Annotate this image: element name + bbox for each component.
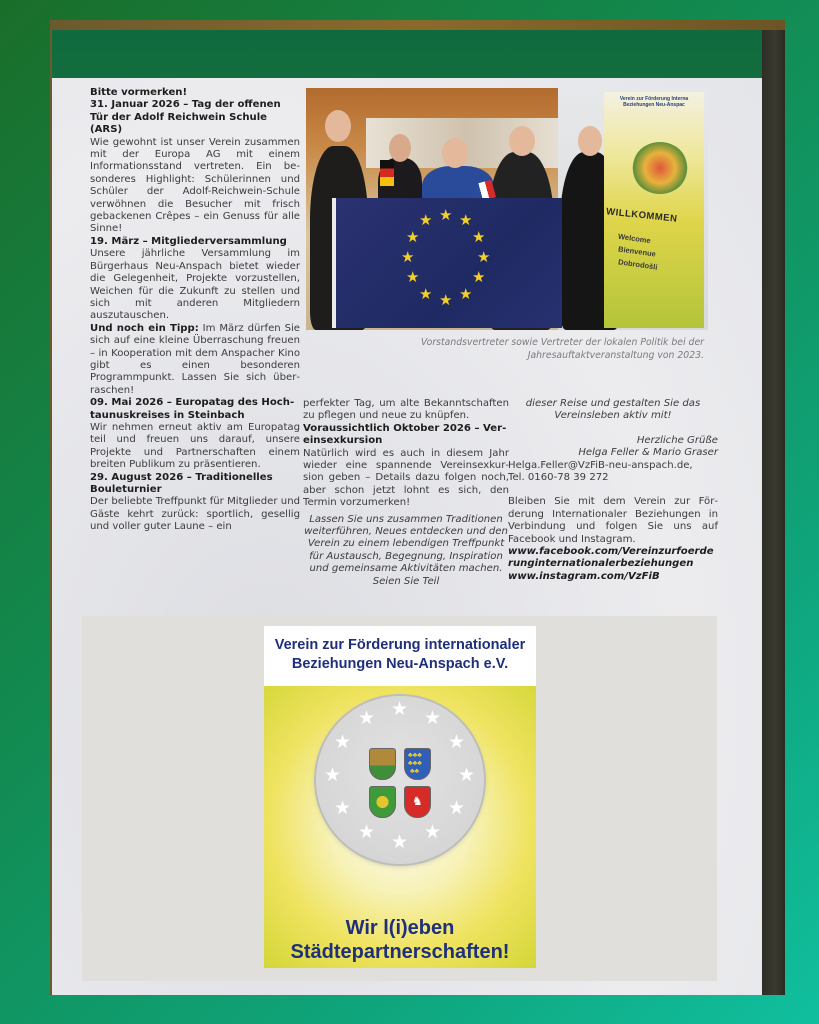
coat-of-arms-icon [369,748,396,780]
club-logo [264,626,536,968]
medal-star-icon: ★ [357,822,376,843]
person-2-head [389,134,411,162]
slogan-line-2: Städtepartnerschaften! [290,941,510,963]
eu-star-icon: ★ [477,249,491,266]
medal-star-icon: ★ [457,765,476,786]
germany-flag [380,160,394,186]
medal-star-icon: ★ [333,732,352,753]
magazine-page [52,30,762,995]
coat-of-arms-icon [369,786,396,818]
welcome-banner [604,92,704,328]
logo-slogan [264,916,536,964]
medal-star-icon: ★ [390,699,409,720]
crest-trefoils-icon: ♣♣♣ ♣♣♣ ♣♣ [408,752,422,775]
person-4-head [509,126,535,156]
eu-flag [332,198,562,328]
medal-star-icon: ★ [447,732,466,753]
column-2 [303,398,509,588]
section-heading: Bitte vormerken! [90,87,188,98]
event-text-general-meeting: Unsere jährliche Versammlung im Bürgerhaus Neu-Anspach bietet wieder die Gelegenheit, Projekte vorzustellen, Weichen für die Zukunft zu stellen und sich mit anderen Mitgliedern auszutauschen. [90,248,300,322]
tip-text: Im März dürfen Sie sich auf eine kleine Überraschung freuen – in Kooperation mit dem Anspacher Kino gibt es einen besonderen Programmpunkt. Lassen Sie sich überraschen! [90,322,300,396]
event-title-excursion: Voraussichtlich Oktober 2026 – Vereinsexkursion [303,422,507,447]
medal-star-icon: ★ [323,765,342,786]
roosters-emblem-icon [632,142,688,194]
slogan-line-1: Wir l(i)eben [345,917,455,939]
star-medallion [316,696,484,864]
eu-star-icon: ★ [406,269,420,286]
banner-greeting-fr: Bienvenue [617,244,657,259]
eu-star-icon: ★ [401,249,415,266]
event-text-boule: Der beliebte Treffpunkt für Mitglieder und Gäste kehrt zurück: sportlich, gesellig und voller guter Laune – ein [90,496,300,533]
coat-of-arms-icon [404,748,431,780]
greeting: Herzliche Grüße [636,434,718,446]
closing-italic: Lassen Sie uns zusammen Traditionen weiterführen, Neues entdecken und den Verein zu einem lebendigen Treffpunkt für Austausch, Begegnung, Inspiration und gemeinsame Aktivitäten machen. Seien Sie Teil [304,513,508,587]
instagram-link[interactable]: www.instagram.com/VzFiB [508,570,660,582]
banner-org-name: Verein zur Förderung Interna Beziehungen Neu-Anspac [619,96,689,108]
event-text-excursion: Natürlich wird es auch in diesem Jahr wieder eine spannende Vereinsexkursion geben – Details dazu folgen noch, aber schon jetzt lohnt es sich, den Termin vorzumerken! [303,447,509,509]
person-5-head [578,126,602,156]
header-band [52,30,762,78]
medal-star-icon: ★ [390,832,409,853]
eu-star-icon: ★ [472,269,486,286]
social-text: Bleiben Sie mit dem Verein zur Förderung Internationaler Beziehungen in Verbindung und folgen Sie uns auf Facebook und Instagram. [508,496,718,545]
contact-phone: Tel. 0160-78 39 272 [508,472,609,484]
event-text-europe-day: Wir nehmen erneut aktiv am Europatag teil und freuen uns darauf, unsere Projekte und Partnerschaften einem breiten Publikum zu präsentieren. [90,421,300,471]
event-title-europe-day: 09. Mai 2026 – Europatag des Hochtaunuskreises in Steinbach [90,397,295,421]
eu-star-icon: ★ [419,286,433,303]
eu-star-icon: ★ [406,229,420,246]
eu-star-icon: ★ [472,229,486,246]
person-1-head [325,110,351,142]
facebook-link[interactable]: www.facebook.com/Vereinzurfoerderunginternationalerbeziehungen [508,546,714,570]
medal-star-icon: ★ [423,822,442,843]
medal-star-icon: ★ [333,798,352,819]
column-3 [508,398,718,583]
coat-of-arms-icon [404,786,431,818]
crest-horse-icon: ♞ [412,794,423,808]
magazine-edge [760,30,785,995]
medal-star-icon: ★ [357,708,376,729]
medal-star-icon: ★ [447,798,466,819]
event-title-boule: 29. August 2026 – Traditionelles Bouleturnier [90,471,273,495]
eu-star-icon: ★ [459,212,473,229]
event-title-open-day: 31. Januar 2026 – Tag der offenen Tür der Adolf Reichwein Schule (ARS) [90,99,281,136]
medal-star-icon: ★ [423,708,442,729]
logo-title: Verein zur Förderung internationaler Beziehungen Neu-Anspach e.V. [264,626,536,686]
event-title-general-meeting: 19. März – Mitgliederversammlung [90,235,287,247]
banner-welcome-text: WILLKOMMEN [605,206,678,225]
tip-label: Und noch ein Tipp: [90,322,199,334]
person-3-head [442,138,468,168]
boule-text-continued: perfekter Tag, um alte Bekanntschaften zu pflegen und neue zu knüpfen. [303,398,509,422]
tip-paragraph [90,323,300,397]
eu-star-icon: ★ [419,212,433,229]
banner-greeting-sl: Dobrodošli [617,257,659,272]
contact-email[interactable]: Helga.Feller@VzFiB-neu-anspach.de, [508,459,693,471]
column-1 [90,87,300,534]
closing-italic-continued: dieser Reise und gestalten Sie das Vereinsleben aktiv mit! [525,398,701,422]
photo-caption: Vorstandsvertreter sowie Vertreter der lokalen Politik bei der Jahresauftaktveranstaltung von 2023. [420,337,704,361]
eu-star-icon: ★ [439,207,453,224]
eu-star-icon: ★ [459,286,473,303]
eu-star-icon: ★ [439,292,453,309]
banner-greeting-en: Welcome [617,231,652,246]
group-photo [306,88,708,330]
event-text-open-day: Wie gewohnt ist unser Verein zusammen mit der Europa AG mit einem Informationsstand vertreten. Ein besonderes Highlight: Schülerinnen und Schüler der Adolf-Reichwein-Schule verwöhnen die Besucher mit frisch gebackenen Crêpes – ein Genuss für alle Sinne! [90,136,300,235]
logo-overlay [82,616,717,981]
signatories: Helga Feller & Mario Graser [578,447,718,459]
